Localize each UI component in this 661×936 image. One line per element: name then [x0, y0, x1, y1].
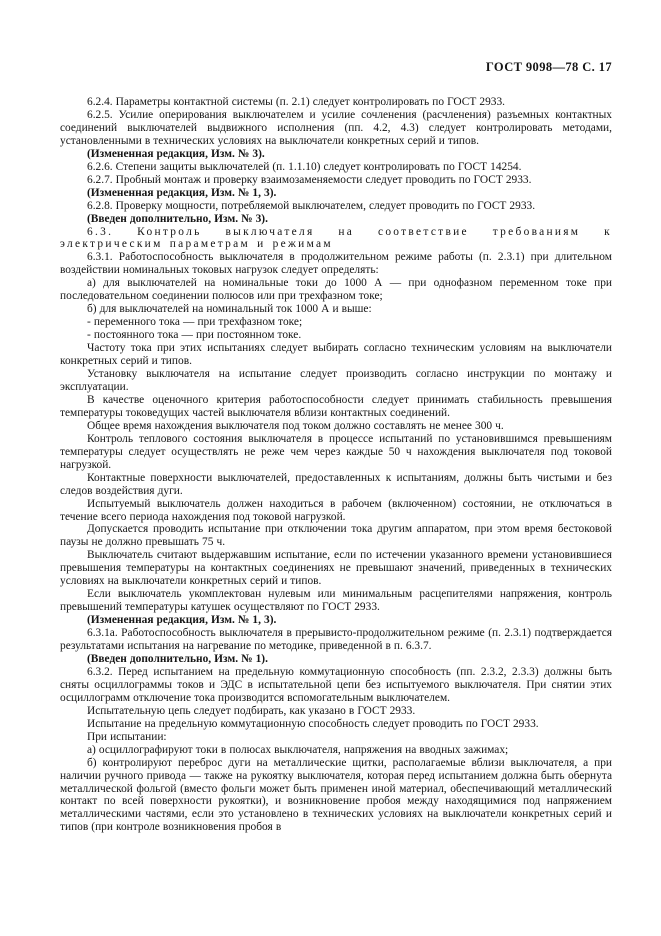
- amendment-note: (Измененная редакция, Изм. № 1, 3).: [87, 186, 277, 199]
- paragraph: Допускается проводить испытание при отключении тока другим аппаратом, при этом время бестоковой паузы не должно превышать 75 ч.: [60, 523, 612, 549]
- paragraph: - переменного тока — при трехфазном токе;: [87, 316, 303, 329]
- doc-number-and-page: ГОСТ 9098—78 С. 17: [485, 60, 612, 74]
- paragraph: В качестве оценочного критерия работоспособности следует принимать стабильность превышения температуры токоведущих частей выключателя вблизи контактных соединений.: [60, 393, 612, 419]
- paragraph: Испытуемый выключатель должен находиться в рабочем (включенном) состоянии, не отключаться в течение всего периода нахождения под токовой нагрузкой.: [60, 497, 612, 523]
- paragraph: 6.2.8. Проверку мощности, потребляемой выключателем, следует проводить по ГОСТ 2933.: [87, 199, 536, 212]
- paragraph: 6.2.7. Пробный монтаж и проверку взаимозаменяемости следует проводить по ГОСТ 2933.: [87, 173, 532, 186]
- amendment-note: (Измененная редакция, Изм. № 1, 3).: [87, 614, 277, 627]
- paragraph: 6.3.2. Перед испытанием на предельную коммутационную способность (пп. 2.3.2, 2.3.3) должны быть сняты осциллограммы токов и ЭДС в испытательной цепи без испытуемого выключателя. При снятии этих осциллограмм отключение тока производится вспомогательным выключателем.: [60, 665, 612, 704]
- paragraph: Контроль теплового состояния выключателя в процессе испытаний по установившимся превышениям температуры следует осуществлять не реже чем через каждые 50 ч нахождения выключателя под токовой нагрузкой.: [60, 432, 612, 471]
- paragraph: Контактные поверхности выключателей, предоставленных к испытаниям, должны быть чистыми и без следов воздействия дуги.: [60, 471, 612, 497]
- paragraph: Если выключатель укомплектован нулевым или минимальным расцепителями напряжения, контроль превышений температуры катушек осуществляют по ГОСТ 2933.: [60, 588, 612, 614]
- page-header: [60, 60, 612, 74]
- paragraph: Общее время нахождения выключателя под током должно составлять не менее 300 ч.: [87, 419, 504, 432]
- amendment-note: (Введен дополнительно, Изм. № 3).: [87, 212, 268, 225]
- paragraph: Установку выключателя на испытание следует производить согласно инструкции по монтажу и эксплуатации.: [60, 368, 612, 393]
- paragraph: 6.3.1а. Работоспособность выключателя в прерывисто-продолжительном режиме (п. 2.3.1) подтверждается результатами испытания на нагревание по методике, приведенной в п. 6.3.7.: [60, 627, 612, 653]
- paragraph: б) контролируют переброс дуги на металлические щитки, располагаемые вблизи выключателя, а при наличии ручного привода — также на рукоятку выключателя, которая перед испытанием должна быть обернута металлической фольгой (вместо фольги может быть применен иной материал, обеспечивающий металлический контакт по всей поверхности рукоятки), и возникновение пробоя между находящимися под напряжением металлическими частями, если это установлено в технических условиях на выключатели конкретных серий и типов (при контроле возникновения пробоя в: [60, 756, 612, 834]
- paragraph: 6.3.1. Работоспособность выключателя в продолжительном режиме работы (п. 2.3.1) при длительном воздействии номинальных токовых нагрузок следует определять:: [60, 251, 612, 277]
- paragraph: - постоянного тока — при постоянном токе.: [87, 329, 302, 342]
- paragraph: а) для выключателей на номинальные токи до 1000 А — при однофазном переменном токе при последовательном соединении полюсов или при трехфазном токе;: [60, 277, 612, 303]
- paragraph: б) для выключателей на номинальный ток 1000 А и выше:: [87, 303, 372, 316]
- paragraph: 6.2.6. Степени защиты выключателей (п. 1.1.10) следует контролировать по ГОСТ 14254.: [87, 160, 522, 173]
- paragraph: Испытательную цепь следует подбирать, как указано в ГОСТ 2933.: [87, 704, 416, 717]
- paragraph: Испытание на предельную коммутационную способность следует проводить по ГОСТ 2933.: [87, 717, 539, 730]
- paragraph: 6.2.5. Усилие оперирования выключателем и усилие сочленения (расчленения) разъемных контактных соединений выключателей выдвижного исполнения (пп. 4.2, 4.3) следует контролировать методами, установленными в технических условиях на выключатели конкретных серий и типов.: [60, 108, 612, 147]
- paragraph: При испытании:: [87, 730, 167, 743]
- document-body: [60, 96, 612, 834]
- section-heading: 6.3. Контроль выключателя на соответствие требованиям к электрическим параметрам и режимам: [60, 225, 612, 251]
- paragraph: 6.2.4. Параметры контактной системы (п. 2.1) следует контролировать по ГОСТ 2933.: [87, 96, 506, 108]
- amendment-note: (Введен дополнительно, Изм. № 1).: [87, 652, 268, 665]
- paragraph: а) осциллографируют токи в полюсах выключателя, напряжения на вводных зажимах;: [87, 743, 509, 756]
- paragraph: Частоту тока при этих испытаниях следует выбирать согласно техническим условиям на выключатели конкретных серий и типов.: [60, 342, 612, 368]
- amendment-note: (Измененная редакция, Изм. № 3).: [87, 147, 265, 160]
- paragraph: Выключатель считают выдержавшим испытание, если по истечении указанного времени установившиеся превышения температуры на контактных соединениях не превышают значений, приведенных в технических условиях на выключатели конкретных серий и типов.: [60, 549, 612, 588]
